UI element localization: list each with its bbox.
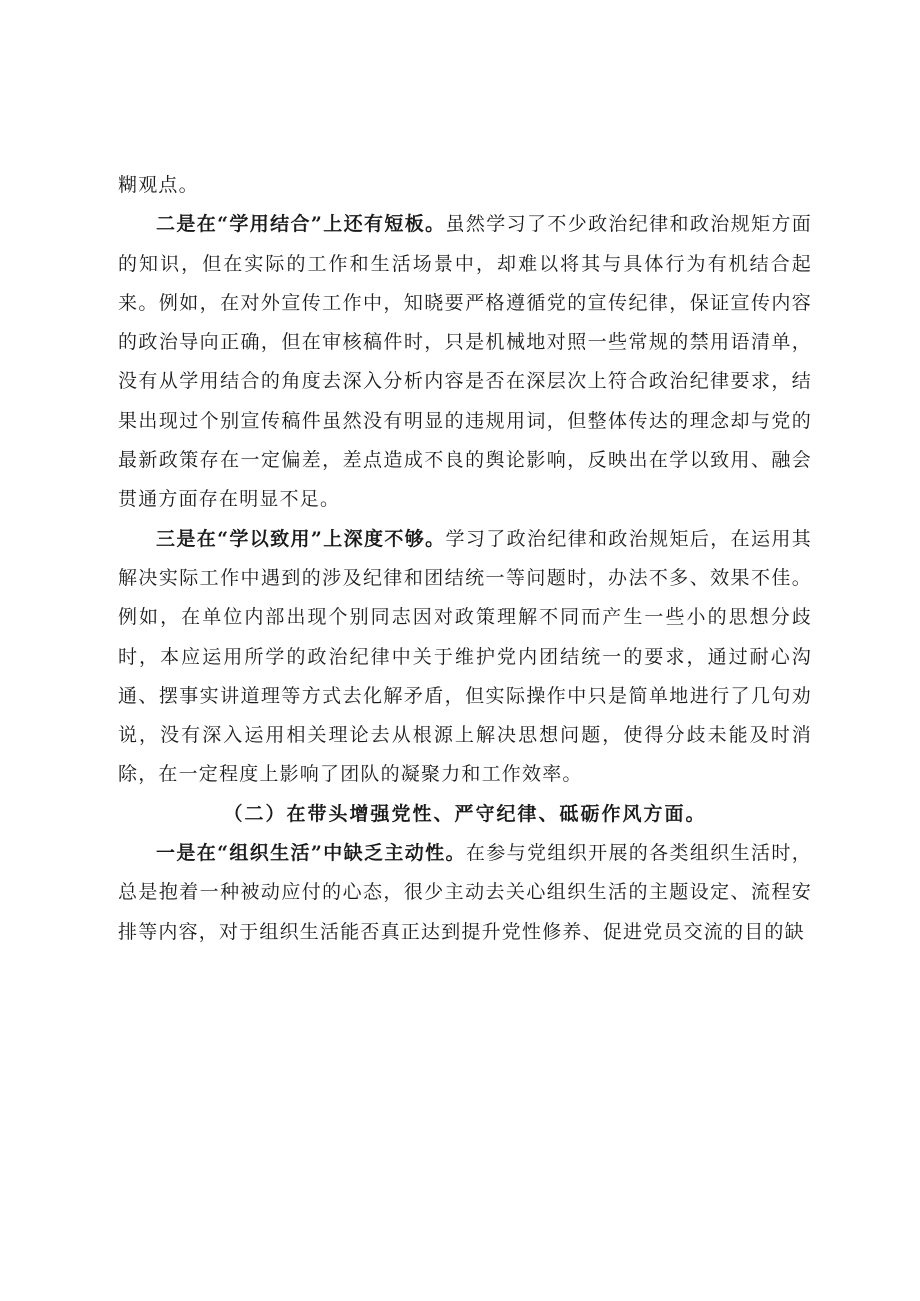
document-body [118,166,812,952]
paragraph-body: 在参与党组织开展的各类组织生活时，总是抱着一种被动应付的心态，很少主动去关心组织生活的主题设定、流程安排等内容，对于组织生活能否真正达到提升党性修养、促进党员交流的目的缺 [118,842,812,943]
paragraph-body: 学习了政治纪律和政治规矩后，在运用其解决实际工作中遇到的涉及纪律和团结统一等问题时，办法不多、效果不佳。例如，在单位内部出现个别同志因对政策理解不同而产生一些小的思想分歧时，本应运用所学的政治纪律中关于维护党内团结统一的要求，通过耐心沟通、摆事实讲道理等方式去化解矛盾，但实际操作中只是简单地进行了几句劝说，没有深入运用相关理论去从根源上解决思想问题，使得分歧未能及时消除，在一定程度上影响了团队的凝聚力和工作效率。 [118,527,812,786]
paragraph-lead: 一是在“组织生活”中缺乏主动性。 [156,842,466,865]
section-heading: （二）在带头增强党性、严守纪律、砥砺作风方面。 [223,802,707,825]
paragraph-lead: 三是在“学以致用”上深度不够。 [156,527,446,550]
paragraph-practical-use [118,520,812,795]
paragraph-study-application [118,205,812,519]
paragraph-lead: 二是在“学用结合”上还有短板。 [156,213,446,236]
paragraph-body: 糊观点。 [118,174,199,196]
paragraph-body: 虽然学习了不少政治纪律和政治规矩方面的知识，但在实际的工作和生活场景中，却难以将其与具体行为有机结合起来。例如，在对外宣传工作中，知晓要严格遵循党的宣传纪律，保证宣传内容的政治导向正确，但在审核稿件时，只是机械地对照一些常规的禁用语清单，没有从学用结合的角度去深入分析内容是否在深层次上符合政治纪律要求，结果出现过个别宣传稿件虽然没有明显的违规用词，但整体传达的理念却与党的最新政策存在一定偏差，差点造成不良的舆论影响，反映出在学以致用、融会贯通方面存在明显不足。 [118,213,812,511]
paragraph-continuation [118,166,812,205]
paragraph-organization-life [118,834,812,952]
